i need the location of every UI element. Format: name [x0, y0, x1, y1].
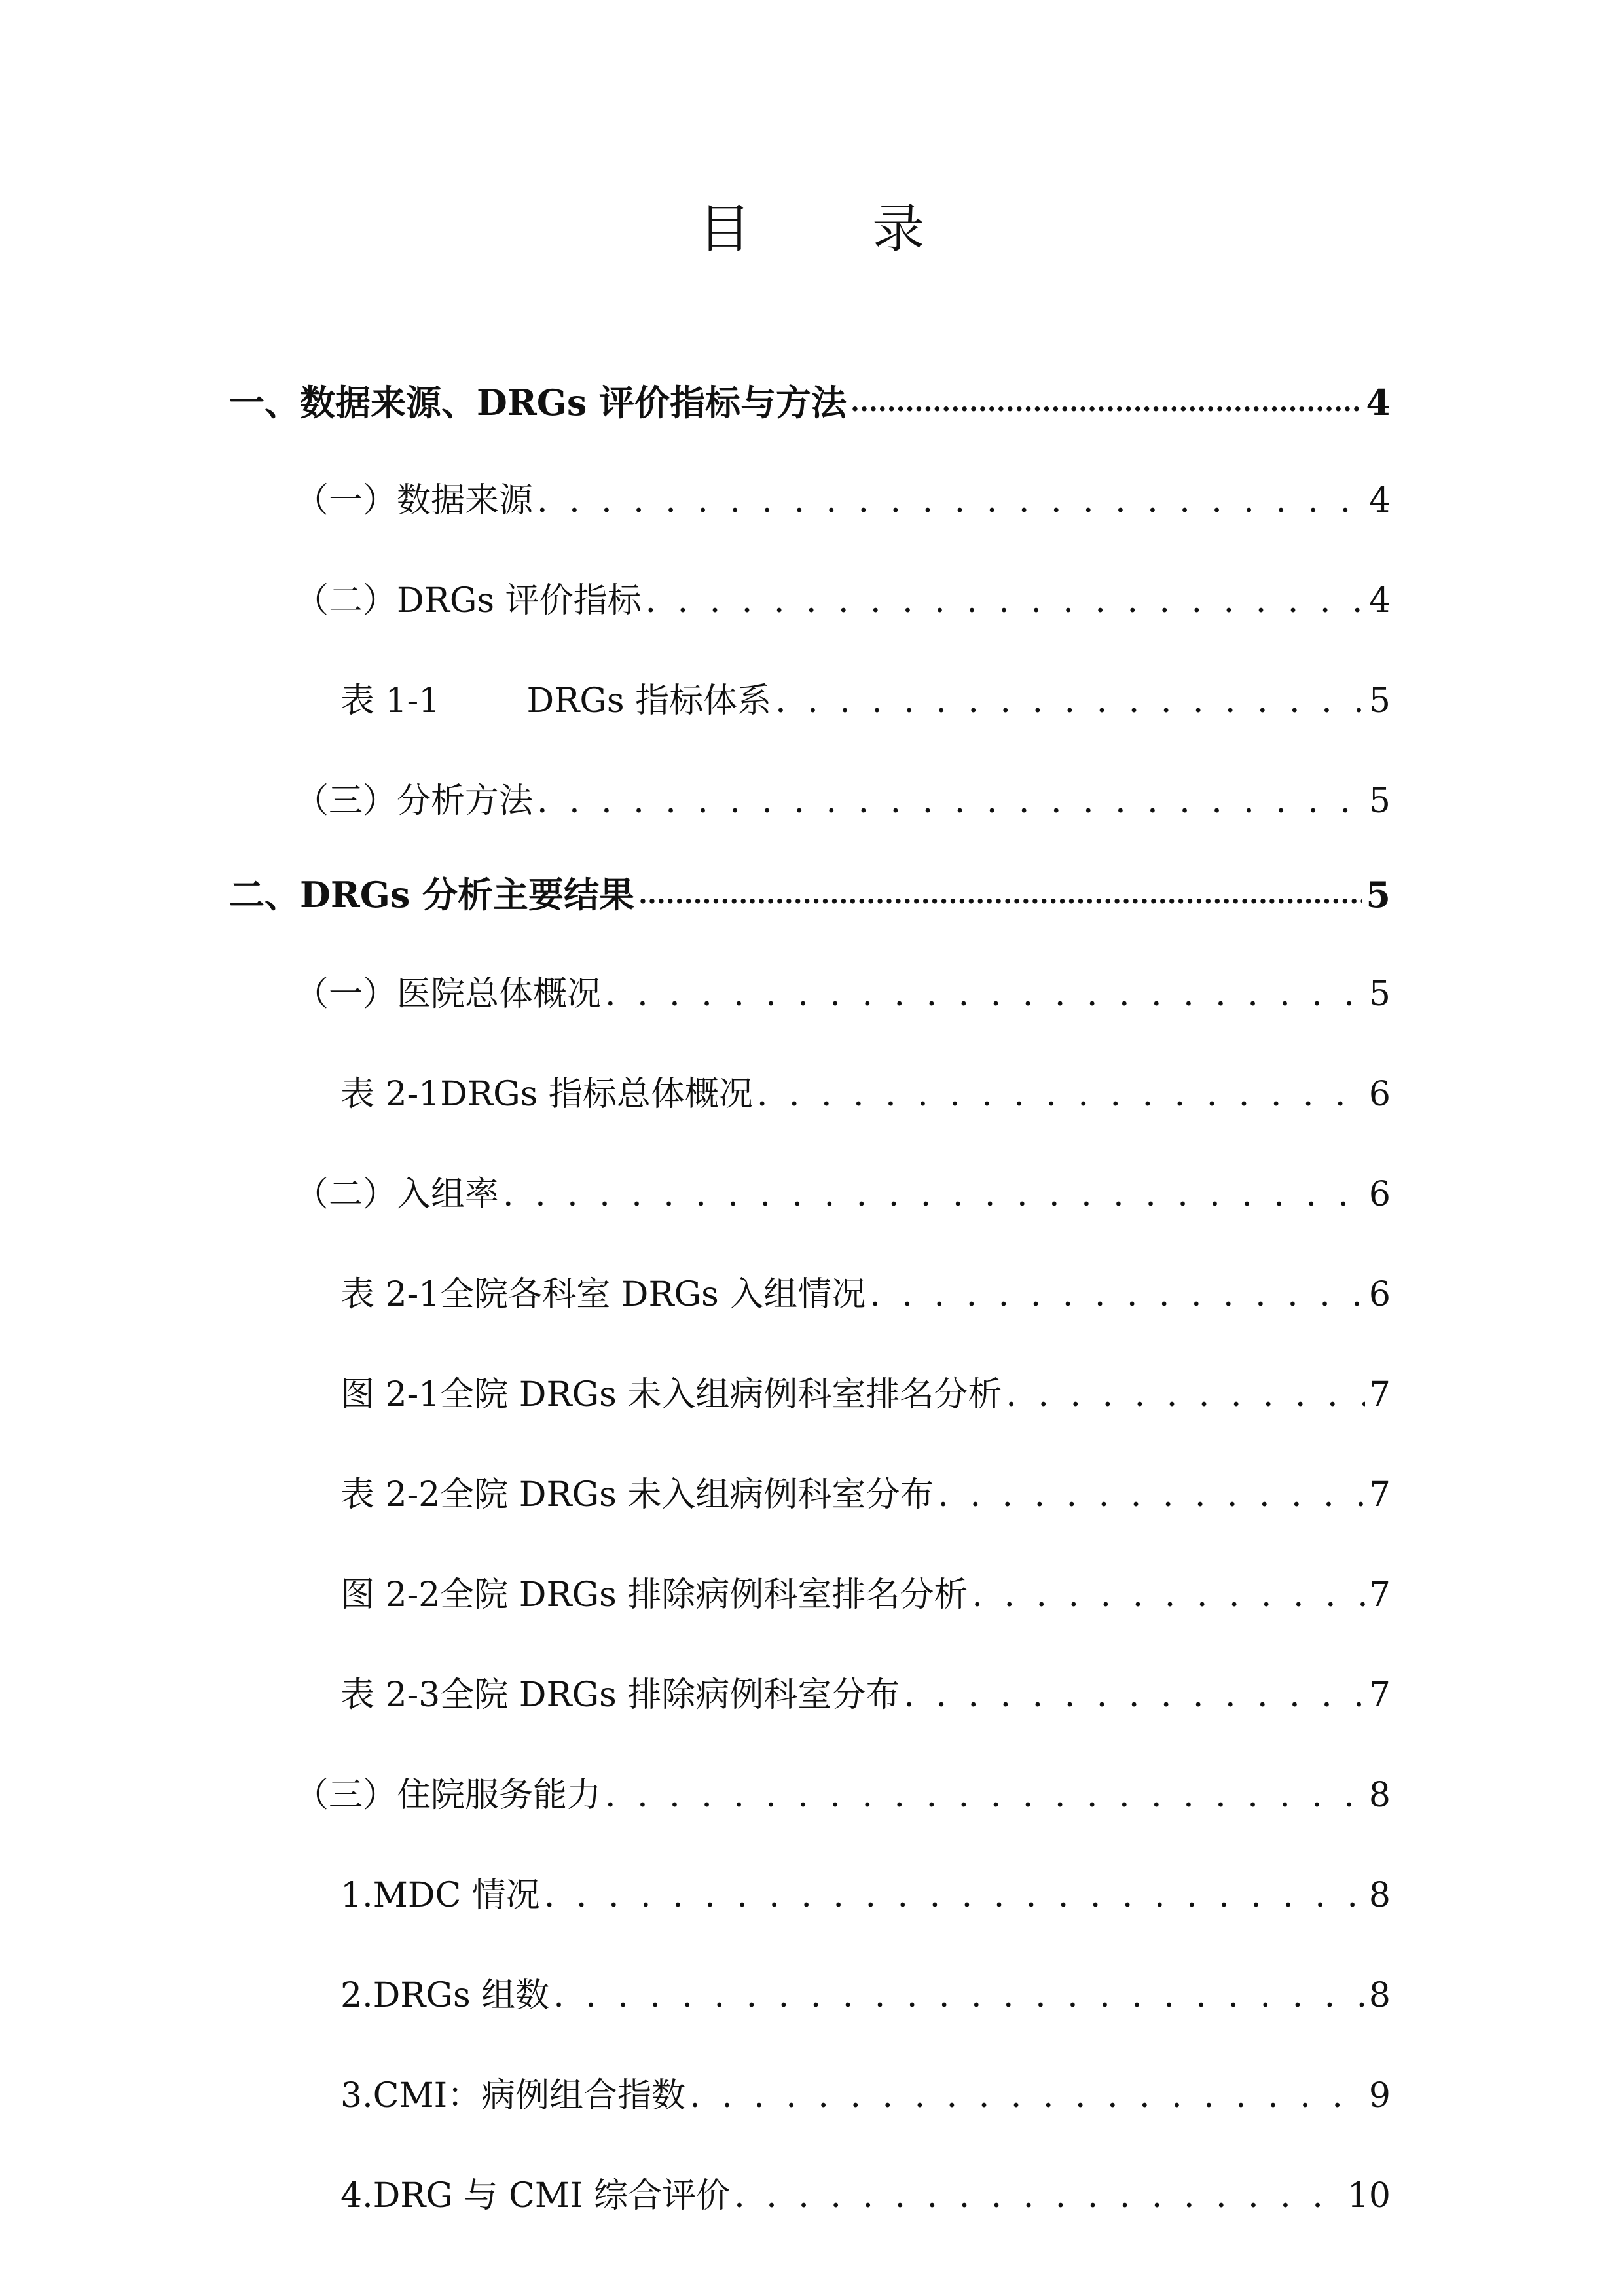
- toc-dot-leader: [537, 475, 1365, 527]
- toc-entry-label: （二）入组率: [295, 1175, 500, 1214]
- toc-entry-hospital-overview[interactable]: [295, 968, 1391, 1020]
- toc-dot-leader: [734, 2170, 1343, 2222]
- toc-entry-grouping-rate[interactable]: [295, 1168, 1391, 1221]
- toc-entry-label: 图 2-1全院 DRGs 未入组病例科室排名分析: [340, 1375, 1002, 1414]
- toc-dot-leader: [605, 1769, 1365, 1821]
- toc-dot-leader: [1006, 1369, 1365, 1421]
- toc-entry-drgs-indicators[interactable]: [295, 575, 1391, 627]
- toc-entry-cmi[interactable]: [340, 2070, 1391, 2122]
- toc-entry-table-2-1-departments[interactable]: [340, 1268, 1391, 1321]
- toc-page-number: 8: [1368, 1876, 1391, 1915]
- toc-dot-leader: [850, 376, 1362, 429]
- toc-dot-leader: [757, 1068, 1365, 1121]
- toc-entry-data-source[interactable]: [295, 475, 1391, 527]
- toc-entry-label: 表 2-1全院各科室 DRGs 入组情况: [340, 1275, 866, 1314]
- page-title: 目 录: [698, 198, 977, 259]
- toc-entry-label: 2.DRGs 组数: [340, 1976, 550, 2015]
- toc-entry-table-2-1-overview[interactable]: [340, 1068, 1391, 1121]
- toc-entry-label: 表 2-2全院 DRGs 未入组病例科室分布: [340, 1475, 934, 1515]
- toc-entry-label: 表 2-1DRGs 指标总体概况: [340, 1075, 753, 1114]
- toc-page-number: 7: [1368, 1575, 1391, 1615]
- toc-entry-table-2-2[interactable]: [340, 1469, 1391, 1521]
- toc-page-number: 7: [1368, 1375, 1391, 1414]
- toc-dot-leader: [553, 1969, 1365, 2022]
- toc-page-number: 4: [1368, 581, 1391, 620]
- toc-entry-label: 表 2-3全院 DRGs 排除病例科室分布: [340, 1676, 900, 1715]
- toc-page-number: 7: [1368, 1475, 1391, 1515]
- toc-page-number: 4: [1366, 382, 1391, 423]
- toc-dot-leader: [938, 1469, 1365, 1521]
- toc-page-number: 4: [1368, 481, 1391, 520]
- toc-dot-leader: [646, 575, 1365, 627]
- toc-entry-service-capacity[interactable]: [295, 1769, 1391, 1821]
- toc-page-number: 6: [1368, 1275, 1391, 1314]
- toc-entry-label: 二、DRGs 分析主要结果: [229, 874, 635, 916]
- toc-entry-analysis-method[interactable]: [295, 775, 1391, 827]
- toc-entry-drg-cmi-evaluation[interactable]: [340, 2170, 1391, 2222]
- toc-page-number: 10: [1347, 2176, 1391, 2215]
- toc-page-number: 9: [1368, 2076, 1391, 2115]
- toc-dot-leader: [638, 869, 1362, 921]
- toc-page-number: 7: [1368, 1676, 1391, 1715]
- toc-entry-section-2[interactable]: [229, 869, 1391, 921]
- toc-page-number: 5: [1368, 681, 1391, 721]
- toc-page-number: 6: [1368, 1075, 1391, 1114]
- toc-dot-leader: [537, 775, 1365, 827]
- toc-entry-label: 一、数据来源、DRGs 评价指标与方法: [229, 382, 847, 423]
- toc-entry-drgs-groups[interactable]: [340, 1969, 1391, 2022]
- toc-dot-leader: [972, 1569, 1365, 1621]
- toc-entry-label: 3.CMI：病例组合指数: [340, 2076, 686, 2115]
- toc-entry-label: 表 1-1 DRGs 指标体系: [340, 681, 772, 721]
- toc-entry-figure-2-1[interactable]: [340, 1369, 1391, 1421]
- toc-page-number: 5: [1366, 874, 1391, 916]
- toc-entry-label: （一）数据来源: [295, 481, 534, 520]
- toc-dot-leader: [869, 1268, 1365, 1321]
- toc-dot-leader: [689, 2070, 1365, 2122]
- toc-entry-label: 1.MDC 情况: [340, 1876, 540, 1915]
- toc-page-number: 5: [1368, 975, 1391, 1014]
- toc-page-number: 8: [1368, 1776, 1391, 1815]
- toc-dot-leader: [903, 1669, 1365, 1721]
- toc-page-number: 6: [1368, 1175, 1391, 1214]
- toc-entry-figure-2-2[interactable]: [340, 1569, 1391, 1621]
- toc-page-number: 5: [1368, 781, 1391, 821]
- toc-dot-leader: [605, 968, 1365, 1020]
- toc-page-number: 8: [1368, 1976, 1391, 2015]
- toc-entry-label: 4.DRG 与 CMI 综合评价: [340, 2176, 731, 2215]
- toc-dot-leader: [775, 675, 1365, 727]
- toc-entry-table-2-3[interactable]: [340, 1669, 1391, 1721]
- toc-entry-label: （一）医院总体概况: [295, 975, 602, 1014]
- toc-entry-table-1-1[interactable]: [340, 675, 1391, 727]
- toc-entry-label: （三）住院服务能力: [295, 1776, 602, 1815]
- toc-entry-label: （二）DRGs 评价指标: [295, 581, 642, 620]
- toc-entry-mdc[interactable]: [340, 1869, 1391, 1922]
- toc-entry-section-1[interactable]: [229, 376, 1391, 429]
- toc-entry-label: （三）分析方法: [295, 781, 534, 821]
- toc-entry-label: 图 2-2全院 DRGs 排除病例科室排名分析: [340, 1575, 968, 1615]
- toc-dot-leader: [544, 1869, 1365, 1922]
- toc-dot-leader: [503, 1168, 1365, 1221]
